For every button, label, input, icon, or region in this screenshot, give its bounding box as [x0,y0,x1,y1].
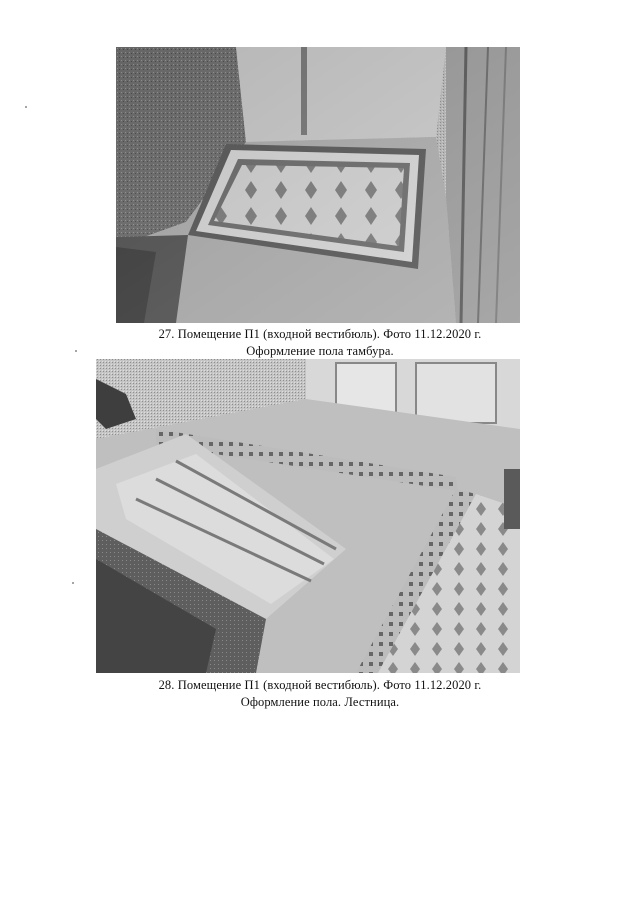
photo-vestibule-floor-image [116,47,520,323]
figure-28-caption-line2: Оформление пола. Лестница. [240,695,400,709]
photo-staircase-floor-image [96,359,520,673]
figure-28-caption-line1: 28. Помещение П1 (входной вестибюль). Фото 11.12.2020 г. [158,678,482,692]
figure-27-caption-line1: 27. Помещение П1 (входной вестибюль). Фото 11.12.2020 г. [158,327,482,341]
figure-27-caption [0,326,640,360]
scan-speck [72,582,74,584]
scan-speck [25,106,27,108]
photo-vestibule-floor [116,47,520,323]
photo-staircase-floor [96,359,520,673]
figure-27-caption-line2: Оформление пола тамбура. [246,344,394,358]
figure-28-caption [0,677,640,711]
scan-speck [75,350,77,352]
